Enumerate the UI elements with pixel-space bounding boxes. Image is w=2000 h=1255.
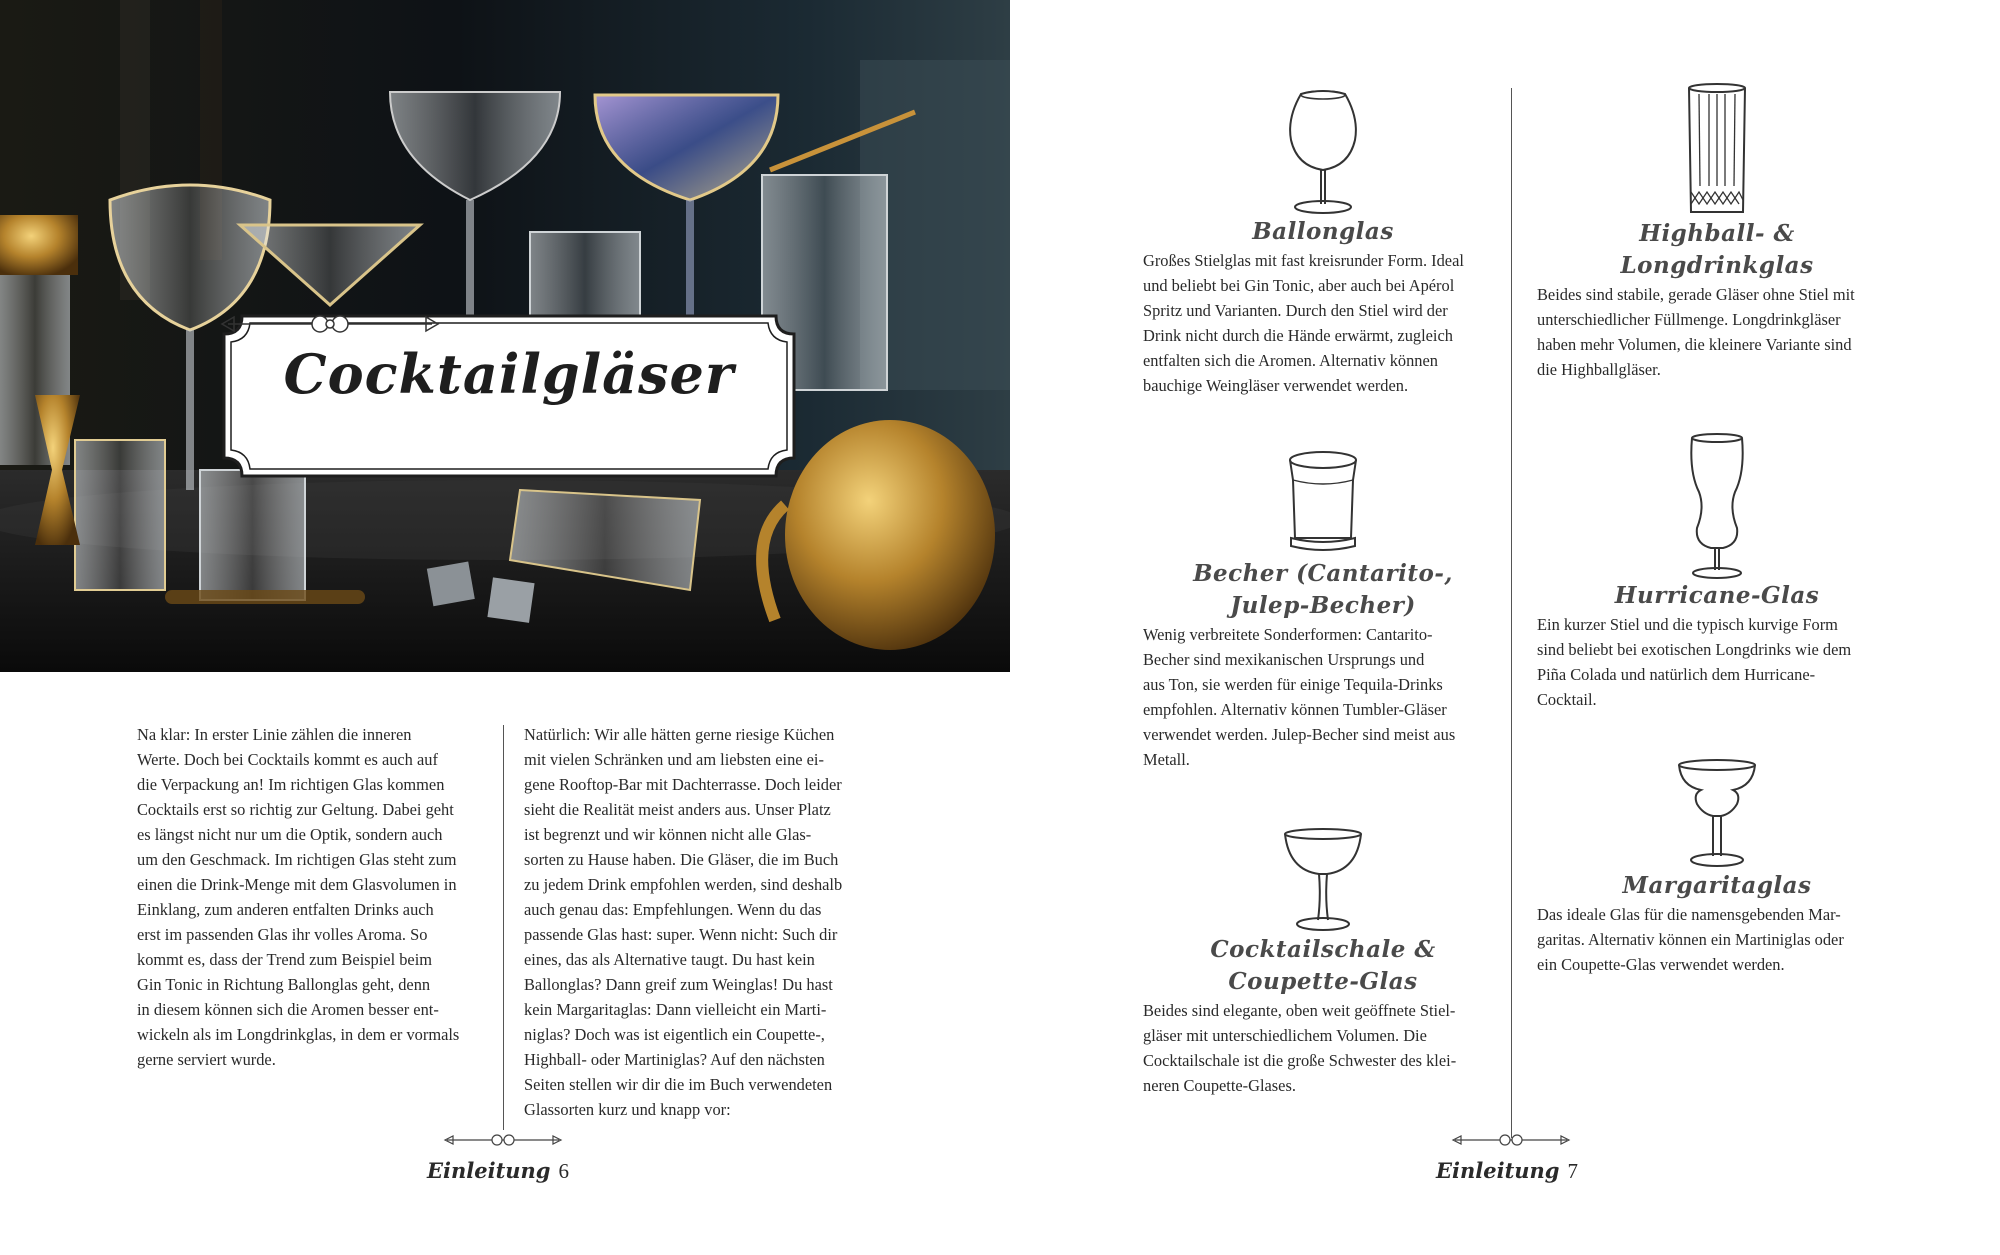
glass-heading-line: Longdrinkglas	[1620, 252, 1814, 279]
glass-column-divider	[1511, 88, 1512, 1138]
text-line: Beides sind stabile, gerade Gläser ohne Stiel mit	[1537, 285, 1855, 304]
title-plaque	[220, 312, 798, 480]
glass-heading-line: Becher (Cantarito-,	[1193, 560, 1453, 587]
text-line: die Verpackung an! Im richtigen Glas kommen	[137, 775, 445, 794]
glass-description	[1143, 622, 1503, 772]
balloon-glass-icon	[1283, 88, 1363, 216]
text-line: Na klar: In erster Linie zählen die inneren	[137, 725, 412, 744]
column-divider	[503, 725, 504, 1130]
text-line: Glassorten kurz und knapp vor:	[524, 1100, 731, 1119]
text-line: sieht die Realität meist anders aus. Unser Platz	[524, 800, 831, 819]
text-line: Großes Stielglas mit fast kreisrunder Form. Ideal	[1143, 251, 1464, 270]
glass-heading	[1143, 216, 1503, 248]
text-line: in diesem können sich die Aromen besser ent-	[137, 1000, 439, 1019]
text-line: bauchige Weingläser verwendet werden.	[1143, 376, 1409, 395]
title-ornament-icon	[220, 312, 440, 336]
text-line: Spritz und Varianten. Durch den Stiel wird der	[1143, 301, 1448, 320]
glass-heading	[1537, 870, 1897, 902]
glass-heading	[1537, 218, 1897, 282]
footer-ornament-icon	[1451, 1132, 1571, 1148]
page-title: Cocktailgläser	[283, 342, 735, 406]
text-line: wickeln als im Longdrinkglas, in dem er vormals	[137, 1025, 460, 1044]
text-line: erst im passenden Glas ihr volles Aroma. So	[137, 925, 428, 944]
text-line: die Highballgläser.	[1537, 360, 1661, 379]
text-line: neren Coupette-Glases.	[1143, 1076, 1296, 1095]
text-line: unterschiedlicher Füllmenge. Longdrinkgläser	[1537, 310, 1841, 329]
text-line: sind beliebt bei exotischen Longdrinks wie dem	[1537, 640, 1852, 659]
text-line: einen die Drink-Menge mit dem Glasvolumen in	[137, 875, 457, 894]
glass-heading	[1537, 580, 1897, 612]
text-line: garitas. Alternativ können ein Martiniglas oder	[1537, 930, 1844, 949]
margarita-glass-icon	[1675, 758, 1759, 870]
text-line: Werte. Doch bei Cocktails kommt es auch auf	[137, 750, 438, 769]
text-line: Einklang, zum anderen entfalten Drinks auch	[137, 900, 434, 919]
highball-glass-icon	[1685, 82, 1749, 218]
text-line: um den Geschmack. Im richtigen Glas steht zum	[137, 850, 457, 869]
text-line: passende Glas hast: super. Wenn nicht: Such dir	[524, 925, 838, 944]
text-line: Highball- oder Martiniglas? Auf den nächsten	[524, 1050, 825, 1069]
text-line: kommt es, dass der Trend zum Beispiel beim	[137, 950, 433, 969]
text-line: kein Margaritaglas: Dann vielleicht ein Marti-	[524, 1000, 827, 1019]
text-line: niglas? Doch was ist eigentlich ein Coupette-,	[524, 1025, 825, 1044]
glass-entry-margarita	[1537, 758, 1897, 977]
page-folio-7	[1436, 1158, 1578, 1184]
text-line: gläser mit unterschiedlichem Volumen. Die	[1143, 1026, 1427, 1045]
glass-description	[1143, 998, 1503, 1098]
text-line: Beides sind elegante, oben weit geöffnete Stiel-	[1143, 1001, 1456, 1020]
glass-description	[1537, 612, 1897, 712]
folio-label: Einleitung	[1436, 1158, 1560, 1183]
page-folio-6	[427, 1158, 569, 1184]
text-line: gerne serviert wurde.	[137, 1050, 276, 1069]
intro-column-2	[524, 722, 874, 1122]
text-line: sorten zu Hause haben. Die Gläser, die im Buch	[524, 850, 839, 869]
glass-heading-line: Coupette-Glas	[1228, 968, 1418, 995]
glass-heading-line: Cocktailschale &	[1210, 936, 1436, 963]
glass-heading	[1143, 934, 1503, 998]
glass-entry-becher	[1143, 450, 1503, 772]
text-line: Das ideale Glas für die namensgebenden Mar-	[1537, 905, 1841, 924]
text-line: Cocktail.	[1537, 690, 1597, 709]
text-line: auch genau das: Empfehlungen. Wenn du das	[524, 900, 822, 919]
text-line: Gin Tonic in Richtung Ballonglas geht, denn	[137, 975, 431, 994]
right-page	[1000, 0, 2000, 1255]
text-line: gene Rooftop-Bar mit Dachterrasse. Doch leider	[524, 775, 842, 794]
text-line: Natürlich: Wir alle hätten gerne riesige Küchen	[524, 725, 835, 744]
page-number: 6	[558, 1159, 569, 1183]
text-line: und beliebt bei Gin Tonic, aber auch bei Apérol	[1143, 276, 1455, 295]
glass-description	[1537, 282, 1897, 382]
glass-heading-line: Highball- &	[1639, 220, 1795, 247]
text-line: es längst nicht nur um die Optik, sondern auch	[137, 825, 443, 844]
intro-column-1	[137, 722, 482, 1072]
page-number: 7	[1567, 1159, 1578, 1183]
hurricane-glass-icon	[1685, 432, 1749, 580]
text-line: Piña Colada und natürlich dem Hurricane-	[1537, 665, 1816, 684]
folio-label: Einleitung	[427, 1158, 551, 1183]
glass-entry-hurricane	[1537, 432, 1897, 712]
text-line: aus Ton, sie werden für einige Tequila-Drinks	[1143, 675, 1443, 694]
glass-heading-line: Hurricane-Glas	[1614, 582, 1820, 609]
footer-ornament-icon	[443, 1132, 563, 1148]
text-line: mit vielen Schränken und am liebsten eine ei-	[524, 750, 824, 769]
text-line: Wenig verbreitete Sonderformen: Cantarito-	[1143, 625, 1433, 644]
text-line: verwendet werden. Julep-Becher sind meist aus	[1143, 725, 1456, 744]
glass-heading-line: Julep-Becher)	[1230, 592, 1416, 619]
text-line: Ein kurzer Stiel und die typisch kurvige Form	[1537, 615, 1838, 634]
glass-entry-highball	[1537, 82, 1897, 382]
text-line: eines, das als Alternative taugt. Du hast kein	[524, 950, 815, 969]
glass-heading-line: Margaritaglas	[1622, 872, 1812, 899]
text-line: Seiten stellen wir dir die im Buch verwendeten	[524, 1075, 833, 1094]
text-line: empfohlen. Alternativ können Tumbler-Gläser	[1143, 700, 1447, 719]
text-line: Becher sind mexikanischen Ursprungs und	[1143, 650, 1425, 669]
glass-description	[1143, 248, 1503, 398]
text-line: Cocktailschale ist die große Schwester des klei-	[1143, 1051, 1457, 1070]
julep-cup-icon	[1283, 450, 1363, 558]
glass-heading	[1143, 558, 1503, 622]
text-line: Metall.	[1143, 750, 1190, 769]
text-line: ein Coupette-Glas verwendet werden.	[1537, 955, 1785, 974]
glass-description	[1537, 902, 1897, 977]
text-line: Cocktails erst so richtig zur Geltung. Dabei geht	[137, 800, 454, 819]
text-line: zu jedem Drink empfohlen werden, sind deshalb	[524, 875, 843, 894]
glass-heading-line: Ballonglas	[1252, 218, 1394, 245]
text-line: haben mehr Volumen, die kleinere Variante sind	[1537, 335, 1852, 354]
text-line: Drink nicht durch die Hände erwärmt, zugleich	[1143, 326, 1453, 345]
glass-entry-cocktailschale	[1143, 826, 1503, 1098]
glass-entry-ballonglas	[1143, 88, 1503, 398]
text-line: entfalten sich die Aromen. Alternativ können	[1143, 351, 1438, 370]
coupette-glass-icon	[1281, 826, 1365, 934]
text-line: Ballonglas? Dann greif zum Weinglas! Du hast	[524, 975, 833, 994]
text-line: ist begrenzt und wir können nicht alle Glas-	[524, 825, 812, 844]
